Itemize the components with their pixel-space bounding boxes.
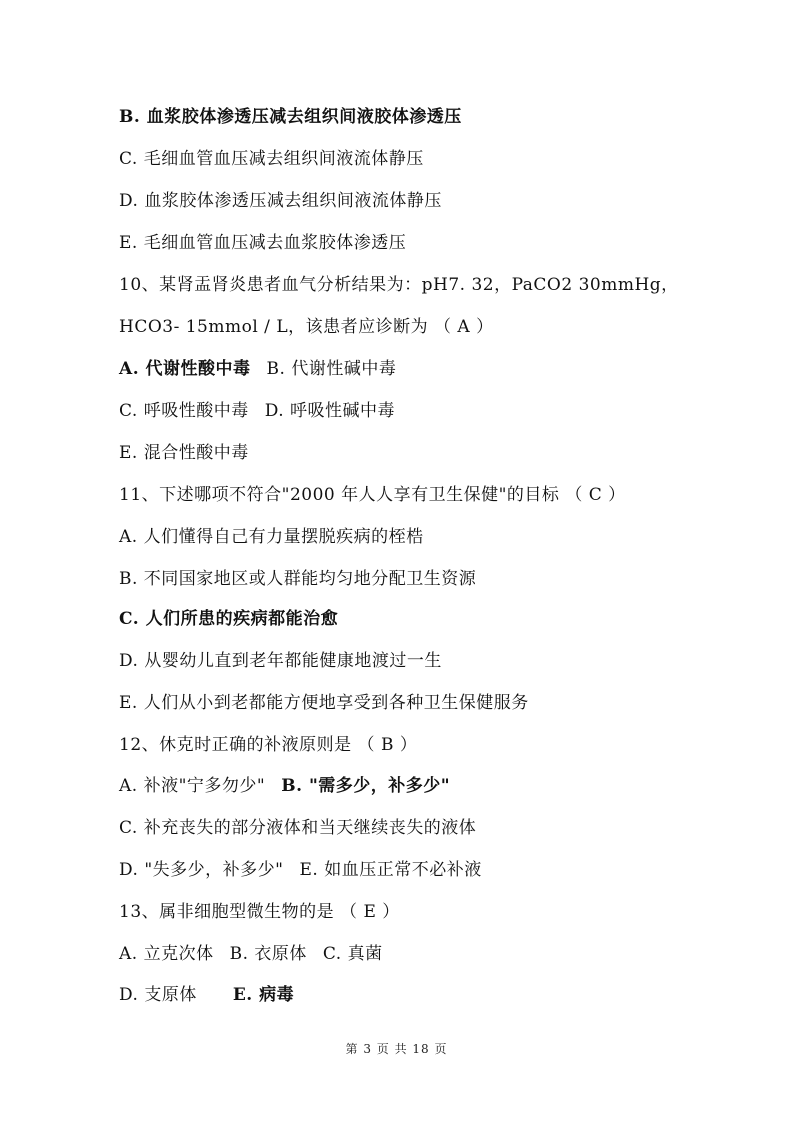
q10-option-d: D. 呼吸性碱中毒 <box>264 401 396 421</box>
q13-stem: 13、属非细胞型微生物的是 （ E ） <box>119 902 400 922</box>
q10-option-b: B. 代谢性碱中毒 <box>266 359 397 379</box>
q10-options-cd <box>119 398 759 424</box>
q13-options-de <box>119 982 759 1008</box>
q12-option-d: D. "失多少，补多少" <box>119 860 284 880</box>
page-footer: 第 3 页 共 18 页 <box>345 1042 448 1056</box>
q10-option-e: E. 混合性酸中毒 <box>119 443 249 463</box>
q10-option-c: C. 呼吸性酸中毒 <box>119 401 249 421</box>
q13-option-a: A. 立克次体 <box>119 944 214 964</box>
q13-option-b: B. 衣原体 <box>229 944 307 964</box>
q11-option-b: B. 不同国家地区或人群能均匀地分配卫生资源 <box>119 569 477 589</box>
q11-stem: 11、下述哪项不符合"2000 年人人享有卫生保健"的目标 （ C ） <box>119 485 626 505</box>
q12-option-c: C. 补充丧失的部分液体和当天继续丧失的液体 <box>119 818 477 838</box>
q9-option-e: E. 毛细血管血压减去血浆胶体渗透压 <box>119 233 407 253</box>
q9-option-c: C. 毛细血管血压减去组织间液流体静压 <box>119 149 424 169</box>
q11-option-a: A. 人们懂得自己有力量摆脱疾病的桎梏 <box>119 527 424 547</box>
q9-option-d: D. 血浆胶体渗透压减去组织间液流体静压 <box>119 191 442 211</box>
q13-options-abc <box>119 941 759 967</box>
q12-options-de <box>119 857 759 883</box>
q13-option-d: D. 支原体 <box>119 985 197 1005</box>
q11-option-e: E. 人们从小到老都能方便地享受到各种卫生保健服务 <box>119 693 529 713</box>
q13-option-e: E. 病毒 <box>232 985 295 1005</box>
q10-option-a: A. 代谢性酸中毒 <box>119 359 251 379</box>
q12-options-ab <box>119 773 759 799</box>
q10-stem-line1: 10、某肾盂肾炎患者血气分析结果为：pH7. 32，PaCO2 30mmHg， <box>119 275 679 295</box>
q11-option-d: D. 从婴幼儿直到老年都能健康地渡过一生 <box>119 651 442 671</box>
q10-stem-line2: HCO3- 15mmol / L，该患者应诊断为 （ A ） <box>119 317 494 337</box>
q9-option-b: B. 血浆胶体渗透压减去组织间液胶体渗透压 <box>119 107 462 127</box>
q10-options-ab <box>119 356 759 382</box>
q12-option-b: B. "需多少，补多少" <box>281 776 451 796</box>
q12-option-e: E. 如血压正常不必补液 <box>299 860 482 880</box>
q11-option-c: C. 人们所患的疾病都能治愈 <box>119 609 339 629</box>
q12-option-a: A. 补液"宁多勿少" <box>119 776 266 796</box>
q13-option-c: C. 真菌 <box>322 944 383 964</box>
q12-stem: 12、休克时正确的补液原则是 （ B ） <box>119 735 418 755</box>
